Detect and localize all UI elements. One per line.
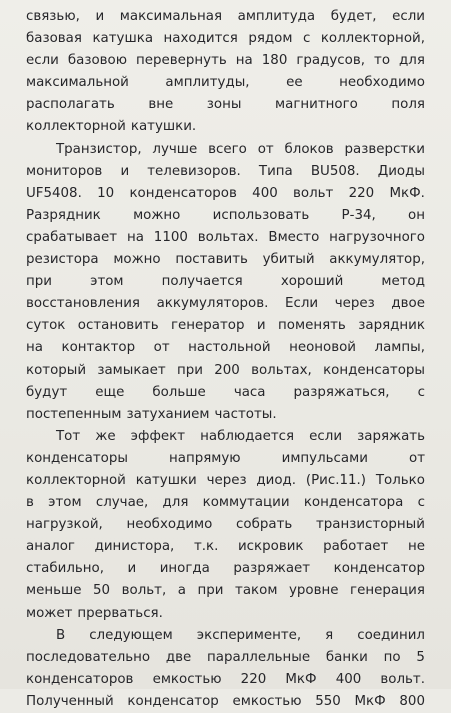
text-line: срабатывает на 1100 вольтах. Вместо нагрузочного (26, 229, 425, 245)
text-line: располагать вне зоны магнитного поля (26, 97, 425, 113)
text-line: базовая катушка находится рядом с коллекторной, (26, 31, 425, 47)
paragraph (26, 6, 425, 139)
text-line: может прерваться. (26, 605, 163, 621)
paragraph (26, 426, 425, 625)
text-line: постепенным затуханием частоты. (26, 406, 277, 422)
text-line: последовательно две параллельные банки по 5 (26, 649, 425, 665)
text-line: при этом получается хороший метод (26, 274, 425, 290)
text-line: стабильно, и иногда разряжает конденсатор (26, 561, 425, 577)
text-line: конденсаторы напрямую импульсами от (26, 450, 425, 466)
text-line: нагрузкой, необходимо собрать транзисторный (26, 517, 425, 533)
text-line: максимальной амплитуды, ее необходимо (26, 75, 425, 91)
text-line: меньше 50 вольт, а при таком уровне генерация (26, 583, 425, 599)
text-line: Транзистор, лучше всего от блоков разверстки (56, 141, 425, 157)
text-line: коллекторной катушки. (26, 119, 197, 135)
text-line: на контактор от настольной неоновой лампы, (26, 340, 425, 356)
text-line: суток остановить генератор и поменять зарядник (26, 318, 425, 334)
text-line: конденсаторов емкостью 220 МкФ 400 вольт. (26, 671, 425, 687)
text-line: Разрядник можно использовать Р-34, он (26, 207, 425, 223)
text-line: связью, и максимальная амплитуда будет, если (26, 9, 425, 24)
text-line: мониторов и телевизоров. Типа BU508. Диоды (26, 163, 425, 179)
page-text (26, 6, 425, 713)
text-line: коллекторной катушки через диод. (Рис.11.) Только (26, 472, 425, 488)
text-line: Тот же эффект наблюдается если заряжать (56, 428, 425, 444)
text-line: резистора можно поставить убитый аккумулятор, (26, 252, 425, 268)
text-line: который замыкает при 200 вольтах, конденсаторы (26, 362, 425, 378)
text-line: Полученный конденсатор емкостью 550 МкФ 800 (26, 693, 425, 709)
text-line: будут еще больше часа разряжаться, с (26, 384, 425, 400)
text-line: UF5408. 10 конденсаторов 400 вольт 220 МкФ. (26, 185, 425, 201)
paragraph (26, 139, 425, 426)
text-line: если базовою перевернуть на 180 градусов, то для (26, 53, 425, 69)
text-line: аналог динистора, т.к. искровик работает не (26, 539, 425, 555)
text-line: в этом случае, для коммутации конденсатора с (26, 495, 425, 511)
paragraph (26, 625, 425, 713)
text-line: восстановления аккумуляторов. Если через двое (26, 296, 425, 312)
text-line: В следующем эксперименте, я соединил (56, 627, 425, 643)
